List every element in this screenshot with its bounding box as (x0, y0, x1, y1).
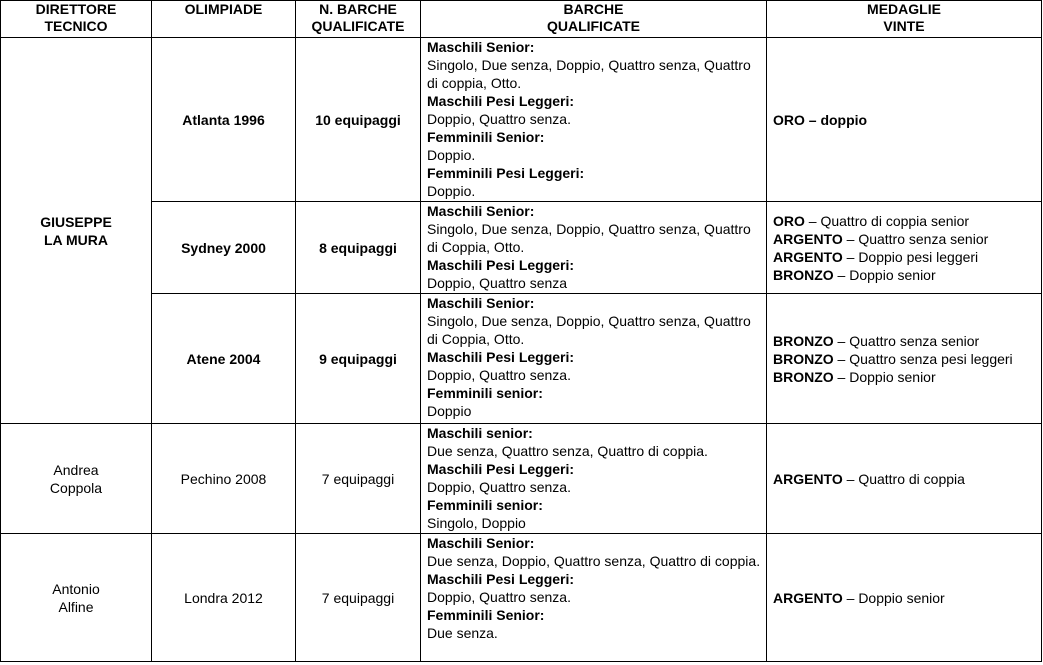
medals-cell (767, 38, 1042, 202)
header-director: DIRETTORE TECNICO (1, 1, 152, 38)
category-value: Due senza. (427, 625, 498, 641)
medal-entry: ORO – Quattro di coppia senior (773, 212, 970, 229)
category-label: Femminili Senior: (427, 607, 545, 623)
director-cell: Antonio Alfine (1, 534, 152, 662)
table-row (1, 294, 1042, 424)
category-value: Doppio, Quattro senza. (427, 111, 571, 127)
category-value: Singolo, Doppio (427, 515, 526, 531)
medal-entry: BRONZO – Doppio senior (773, 368, 936, 385)
boats-cell (421, 38, 767, 202)
olympiad-cell: Atlanta 1996 (152, 38, 296, 202)
medals-cell (767, 202, 1042, 294)
header-medals: MEDAGLIE VINTE (767, 1, 1042, 38)
medal-entry: ORO – doppio (773, 111, 868, 128)
category-label: Maschili senior: (427, 425, 533, 441)
medal-entry: BRONZO – Quattro senza senior (773, 332, 980, 349)
count-cell: 7 equipaggi (296, 424, 421, 534)
category-label: Maschili Pesi Leggeri: (427, 349, 575, 365)
category-value: Doppio, Quattro senza. (427, 479, 571, 495)
medals-cell (767, 424, 1042, 534)
boats-cell (421, 424, 767, 534)
category-value: Doppio (427, 403, 472, 419)
medals-cell (767, 534, 1042, 662)
table-row (1, 534, 1042, 662)
category-label: Femminili senior: (427, 385, 543, 401)
olympiad-cell: Pechino 2008 (152, 424, 296, 534)
category-value: Singolo, Due senza, Doppio, Quattro senza, Quattro di Coppia, Otto. (427, 221, 751, 255)
category-label: Maschili Pesi Leggeri: (427, 93, 575, 109)
header-olympiad: OLIMPIADE (152, 1, 296, 38)
header-boats: BARCHE QUALIFICATE (421, 1, 767, 38)
category-label: Maschili Pesi Leggeri: (427, 571, 575, 587)
category-value: Singolo, Due senza, Doppio, Quattro senza, Quattro di Coppia, Otto. (427, 313, 751, 347)
table-row (1, 424, 1042, 534)
category-label: Femminili senior: (427, 497, 543, 513)
category-label: Maschili Pesi Leggeri: (427, 461, 575, 477)
header-boats-count: N. BARCHE QUALIFICATE (296, 1, 421, 38)
medal-entry: ARGENTO – Quattro senza senior (773, 230, 989, 247)
medals-cell (767, 294, 1042, 424)
header-row (1, 1, 1042, 38)
count-cell: 7 equipaggi (296, 534, 421, 662)
olympiad-cell: Atene 2004 (152, 294, 296, 424)
category-value: Due senza, Doppio, Quattro senza, Quattro di coppia. (427, 553, 761, 569)
medal-entry: ARGENTO – Doppio pesi leggeri (773, 248, 979, 265)
boats-cell (421, 534, 767, 662)
director-cell: GIUSEPPE LA MURA (1, 38, 152, 424)
category-value: Doppio. (427, 147, 476, 163)
count-cell: 9 equipaggi (296, 294, 421, 424)
medal-entry: ARGENTO – Doppio senior (773, 589, 945, 606)
category-label: Maschili Senior: (427, 39, 535, 55)
medal-entry: BRONZO – Doppio senior (773, 266, 936, 283)
category-label: Femminili Senior: (427, 129, 545, 145)
category-label: Maschili Pesi Leggeri: (427, 257, 575, 273)
count-cell: 10 equipaggi (296, 38, 421, 202)
olympiad-cell: Sydney 2000 (152, 202, 296, 294)
boats-cell (421, 202, 767, 294)
count-cell: 8 equipaggi (296, 202, 421, 294)
category-value: Doppio, Quattro senza. (427, 589, 571, 605)
category-label: Maschili Senior: (427, 203, 535, 219)
director-cell: Andrea Coppola (1, 424, 152, 534)
medal-entry: ARGENTO – Quattro di coppia (773, 470, 965, 487)
category-value: Doppio, Quattro senza. (427, 367, 571, 383)
category-value: Doppio. (427, 183, 476, 199)
category-value: Singolo, Due senza, Doppio, Quattro senza, Quattro di coppia, Otto. (427, 57, 751, 91)
olympiad-cell: Londra 2012 (152, 534, 296, 662)
boats-cell (421, 294, 767, 424)
table-row (1, 38, 1042, 202)
table-row (1, 202, 1042, 294)
category-value: Due senza, Quattro senza, Quattro di coppia. (427, 443, 708, 459)
category-label: Maschili Senior: (427, 295, 535, 311)
category-value: Doppio, Quattro senza (427, 275, 568, 291)
medal-entry: BRONZO – Quattro senza pesi leggeri (773, 350, 1013, 367)
category-label: Femminili Pesi Leggeri: (427, 165, 585, 181)
category-label: Maschili Senior: (427, 535, 535, 551)
